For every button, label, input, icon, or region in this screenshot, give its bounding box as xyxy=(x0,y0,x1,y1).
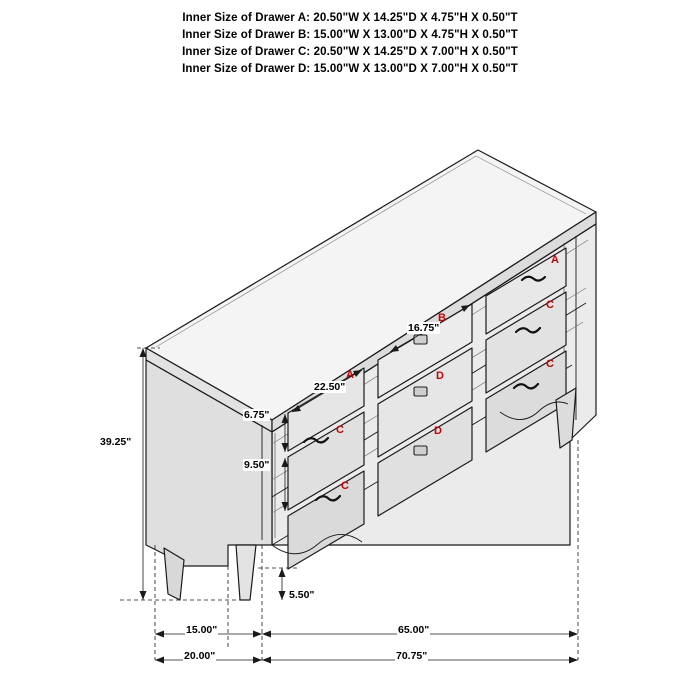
drawer-letter-c-right-upper: C xyxy=(546,299,554,311)
dim-label-left-section-width: 15.00" xyxy=(186,624,218,636)
dim-label-overall-height: 39.25" xyxy=(100,436,132,448)
drawer-letter-d-center-lower: D xyxy=(434,425,442,437)
drawer-letter-c-right-lower: C xyxy=(546,358,554,370)
drawer-letter-a-right: A xyxy=(551,254,559,266)
drawer-letter-b-center: B xyxy=(438,312,446,324)
dim-label-drawer-a-width: 22.50" xyxy=(314,381,346,393)
dim-label-drawer-b-width: 16.75" xyxy=(408,322,440,334)
drawer-letter-c-left-lower: C xyxy=(341,480,349,492)
drawer-spec-a: Inner Size of Drawer A: 20.50"W X 14.25"D X 4.75"H X 0.50"T xyxy=(182,12,518,24)
leg-front-left xyxy=(236,545,256,600)
drawer-letter-a-left: A xyxy=(346,369,354,381)
dim-label-leg-height: 5.50" xyxy=(289,589,315,601)
drawer-spec-b: Inner Size of Drawer B: 15.00"W X 13.00"D X 4.75"H X 0.50"T xyxy=(182,29,518,41)
dim-label-base-depth-left: 20.00" xyxy=(184,650,216,662)
knob-d-center-lower xyxy=(414,446,427,455)
dim-label-drawer-c-height: 9.50" xyxy=(244,459,270,471)
dim-label-center-section-width: 65.00" xyxy=(398,624,430,636)
dim-label-overall-width: 70.75" xyxy=(396,650,428,662)
drawer-letter-d-center-mid: D xyxy=(436,370,444,382)
drawer-spec-d: Inner Size of Drawer D: 15.00"W X 13.00"D X 7.00"H X 0.50"T xyxy=(182,63,518,75)
drawer-letter-c-left-mid: C xyxy=(336,424,344,436)
dim-label-drawer-a-height: 6.75" xyxy=(244,409,270,421)
knob-d-center-mid xyxy=(414,387,427,396)
drawer-spec-c: Inner Size of Drawer C: 20.50"W X 14.25"D X 7.00"H X 0.50"T xyxy=(182,46,518,58)
